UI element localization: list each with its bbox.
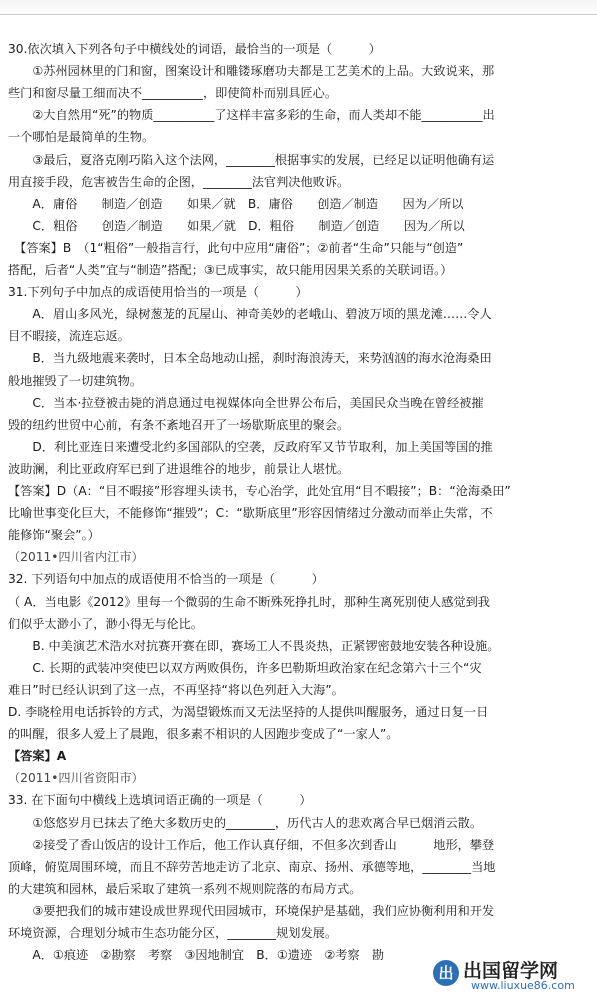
document-line: ②接受了香山饭店的设计工作后，他工作认真仔细，不但多次到香山 地形，攀登	[8, 837, 495, 852]
watermark-url: www.liuxue86.com	[471, 979, 575, 992]
document-line: A．眉山多风光，绿树葱茏的瓦屋山、神奇美妙的老峨山、碧波万顷的黑龙滩……令人	[8, 307, 492, 322]
document-line: 些门和窗尽量工细而决不__________，即使简朴而别具匠心。	[8, 86, 338, 101]
document-line: 【答案】D（A：“目不暇接”形容埋头读书，专心治学，此处宜用“目不暇接”；B：“沧海桑田”	[8, 484, 511, 498]
document-line: C. 长期的武装冲突使巴以双方两败俱伤，许多巴勒斯坦政治家在纪念第六十三个“灾	[8, 660, 482, 675]
document-line: ③最后，夏洛克刚巧陷入这个法网，________根据事实的发展，已经足以证明他确有运	[8, 152, 495, 167]
document-line: 能修饰“聚会”。）	[8, 528, 100, 543]
document-line: B. 中美演艺术浩水对抗赛开赛在即，赛场工人不畏炎热，正紧锣密鼓地安装各种设施。	[8, 638, 500, 653]
document-line: 顶峰，俯览周围环境，而且不辞劳苦地走访了北京、南京、扬州、承德等地，________当地	[8, 859, 496, 874]
watermark-title: 出国留学网	[463, 960, 559, 982]
document-line: 用直接手段，危害被告生命的企图，________法官判决他败诉。	[8, 174, 350, 189]
document-line: ①悠悠岁月已抹去了绝大多数历史的________，历代古人的悲欢离合早已烟消云散。	[8, 815, 483, 830]
document-line: B．当九级地震来袭时，日本全岛地动山摇，刹时海浪涛天，来势汹汹的海水沧海桑田	[8, 351, 492, 366]
document-line: 32. 下列语句中加点的成语使用不恰当的一项是（ ）	[8, 572, 324, 587]
document-line: ①苏州园林里的门和窗，图案设计和雕镂琢磨功夫都是工艺美术的上品。大致说来，那	[8, 64, 495, 79]
document-line: 难日”时已经认识到了这一点，不再坚持“将以色列赶入大海”。	[8, 682, 344, 697]
document-line: ②大自然用“死”的物质__________了这样丰富多彩的生命，而人类却不能__________出	[8, 108, 495, 123]
document-line: 般地摧毁了一切建筑物。	[8, 373, 143, 388]
watermark-logo-icon: 出	[433, 960, 459, 986]
page-top-edge	[0, 0, 597, 15]
document-line: ③要把我们的城市建设成世界现代田园城市，环境保护是基础，我们应协衡利用和开发	[8, 903, 495, 918]
document-line: A．①痕迹 ②勘察 考察 ③因地制宜 B．①遗迹 ②考察 勘	[8, 948, 385, 963]
document-line: A．庸俗 制造／创造 如果／就 B．庸俗 创造／制造 因为／所以	[8, 196, 464, 211]
document-line: （ A．当电影《2012》里每一个微弱的生命不断殊死挣扎时，那种生离死别使人感觉到我	[8, 594, 490, 609]
document-line: 30.依次填入下列各句子中横线处的词语，最恰当的一项是（ ）	[8, 42, 381, 56]
document-line: D．利比亚连日来遭受北约多国部队的空袭，反政府军又节节取利，加上美国等国的推	[8, 439, 493, 454]
document-line: 环境资源，合理划分城市生态功能分区，________规划发展。	[8, 926, 338, 940]
document-line: 波助澜，利比亚政府军已到了进退维谷的地步，前景让人堪忧。	[8, 461, 350, 476]
document-line: 目不暇接，流连忘返。	[8, 329, 130, 344]
document-line: C．粗俗 创造／制造 如果／就 D．粗俗 制造／创造 因为／所以	[8, 218, 465, 233]
document-line: 33. 在下面句中横线上选填词语正确的一项是（ ）	[8, 793, 312, 808]
watermark	[433, 954, 593, 994]
document-line: 一个哪怕是最简单的生物。	[8, 130, 155, 145]
document-line: 们似乎太渺小了，渺小得无与伦比。	[8, 616, 203, 631]
document-line: D. 李晓栓用电话拆铃的方式，为渴望锻炼而又无法坚持的人提供叫醒服务，通过日复一日	[8, 705, 489, 719]
document-line: C．当本·拉登被击毙的消息通过电视媒体向全世界公布后，美国民众当晚在曾经被摧	[8, 395, 484, 410]
document-line: 的叫醒，很多人爱上了晨跑，很多素不相识的人因跑步变成了“一家人”。	[8, 727, 399, 742]
document-line: 毁的纽约世贸中心前，有条不紊地召开了一场歇斯底里的聚会。	[8, 417, 350, 432]
document-line: （2011•四川省资阳市）	[8, 771, 144, 786]
document-line: 31.下列句子中加点的成语使用恰当的一项是（ ）	[8, 285, 308, 300]
document-line: 【答案】B （1“粗俗”一般指言行，此句中应用“庸俗”；②前者“生命”只能与“创造”	[8, 240, 464, 255]
document-line: 比喻世事变化巨大，不能修饰“摧毁”；C：“歇斯底里”形容因情绪过分激动而举止失常，不	[8, 506, 493, 521]
document-line: 搭配，后者“人类”宜与“制造”搭配；③已成事实，故只能用因果关系的关联词语。）	[8, 263, 453, 277]
document-line: 的大建筑和园林，最后采取了建筑一系列不规则院落的布局方式。	[8, 881, 362, 896]
document-line: （2011•四川省内江市）	[8, 550, 144, 565]
document-line: 【答案】A	[8, 749, 67, 764]
